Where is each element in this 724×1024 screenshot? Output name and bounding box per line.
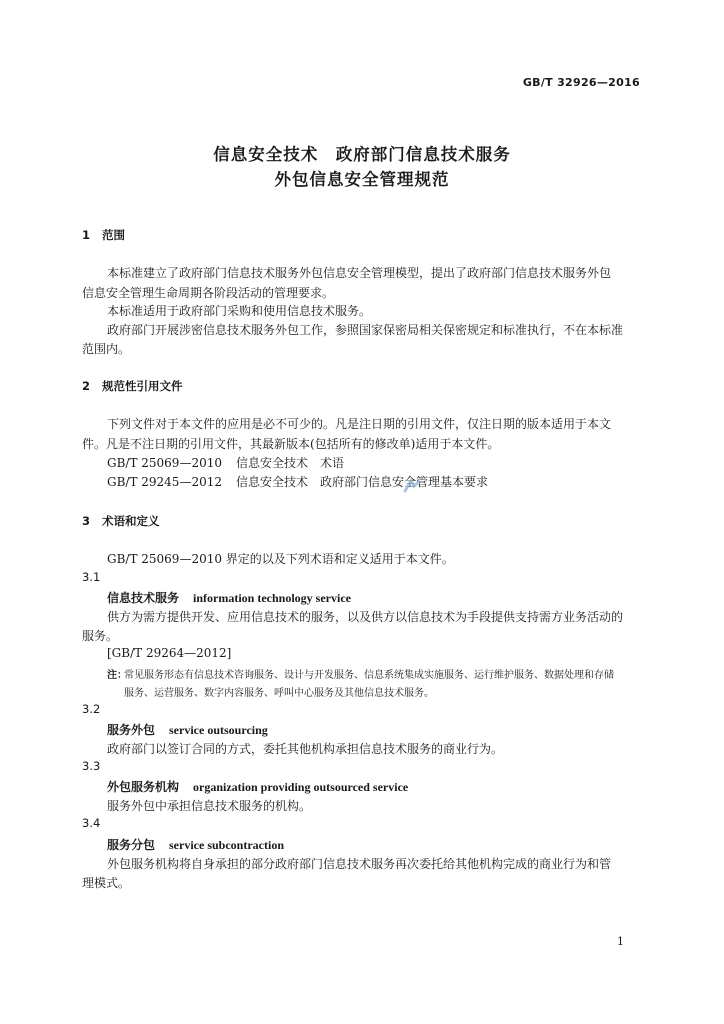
term-definition: 政府部门以签订合同的方式，委托其他机构承担信息技术服务的商业行为。: [107, 742, 504, 756]
paragraph: 政府部门开展涉密信息技术服务外包工作，参照国家保密局相关保密规定和标准执行，不在本标准: [107, 323, 624, 337]
reference-title: 信息安全技术 政府部门信息安全管理基本要求: [235, 475, 488, 489]
paragraph: 本标准适用于政府部门采购和使用信息技术服务。: [107, 304, 372, 318]
section-2-heading: [82, 378, 183, 394]
term-heading: [107, 589, 351, 606]
reference-code: GB/T 25069—2010: [107, 456, 222, 470]
term-chinese: 外包服务机构: [107, 780, 180, 794]
term-english: service subcontraction: [169, 838, 284, 852]
term-english: information technology service: [193, 591, 351, 605]
term-english: service outsourcing: [169, 723, 268, 737]
term-english: organization providing outsourced service: [193, 780, 409, 794]
note-text: 常见服务形态有信息技术咨询服务、设计与开发服务、信息系统集成实施服务、运行维护服务、数据处理和存储: [124, 670, 614, 681]
term-definition: 外包服务机构将自身承担的部分政府部门信息技术服务再次委托给其他机构完成的商业行为和管: [107, 857, 612, 871]
reference-code: GB/T 29245—2012: [107, 475, 222, 489]
paragraph: GB/T 25069—2010 界定的以及下列术语和定义适用于本文件。: [107, 552, 454, 566]
document-code: GB/T 32926—2016: [522, 76, 640, 89]
page-number: 1: [617, 935, 624, 948]
reference-title: 信息安全技术 术语: [235, 456, 344, 470]
section-title: 范围: [102, 228, 125, 242]
note-label: 注：: [107, 670, 127, 681]
term-number: 3.2: [82, 702, 101, 716]
section-title: 规范性引用文件: [102, 379, 183, 393]
term-heading: [107, 778, 408, 795]
term-chinese: 信息技术服务: [107, 591, 180, 605]
term-number: 3.1: [82, 570, 101, 584]
term-chinese: 服务分包: [107, 838, 156, 852]
term-definition: 服务外包中承担信息技术服务的机构。: [107, 799, 312, 813]
document-title-line2: 外包信息安全管理规范: [274, 170, 450, 189]
term-number: 3.4: [82, 816, 101, 830]
paragraph: 件。凡是不注日期的引用文件，其最新版本(包括所有的修改单)适用于本文件。: [82, 437, 500, 451]
term-definition: 供方为需方提供开发、应用信息技术的服务，以及供方以信息技术为手段提供支持需方业务活动的: [107, 610, 624, 624]
term-source: [GB/T 29264—2012]: [107, 646, 232, 660]
watermark-icon: [402, 478, 422, 494]
paragraph: 下列文件对于本文件的应用是必不可少的。凡是注日期的引用文件，仅注日期的版本适用于本文: [107, 417, 612, 431]
reference-item: [107, 454, 344, 471]
paragraph: 范围内。: [82, 342, 131, 356]
term-chinese: 服务外包: [107, 723, 156, 737]
term-definition: 理模式。: [82, 876, 131, 890]
section-number: 2: [82, 379, 91, 393]
paragraph: 信息安全管理生命周期各阶段活动的管理要求。: [82, 286, 335, 300]
term-heading: [107, 721, 268, 738]
term-definition: 服务。: [82, 629, 119, 643]
reference-item: [107, 473, 488, 490]
paragraph: 本标准建立了政府部门信息技术服务外包信息安全管理模型，提出了政府部门信息技术服务外包: [107, 266, 612, 280]
section-title: 术语和定义: [102, 514, 160, 528]
document-title-line1: 信息安全技术 政府部门信息技术服务: [213, 145, 511, 164]
note-text: 服务、运营服务、数字内容服务、呼叫中心服务及其他信息技术服务。: [124, 688, 434, 699]
section-number: 1: [82, 228, 91, 242]
term-number: 3.3: [82, 759, 101, 773]
section-1-heading: [82, 227, 125, 243]
section-3-heading: [82, 513, 160, 529]
term-heading: [107, 836, 284, 853]
section-number: 3: [82, 514, 91, 528]
